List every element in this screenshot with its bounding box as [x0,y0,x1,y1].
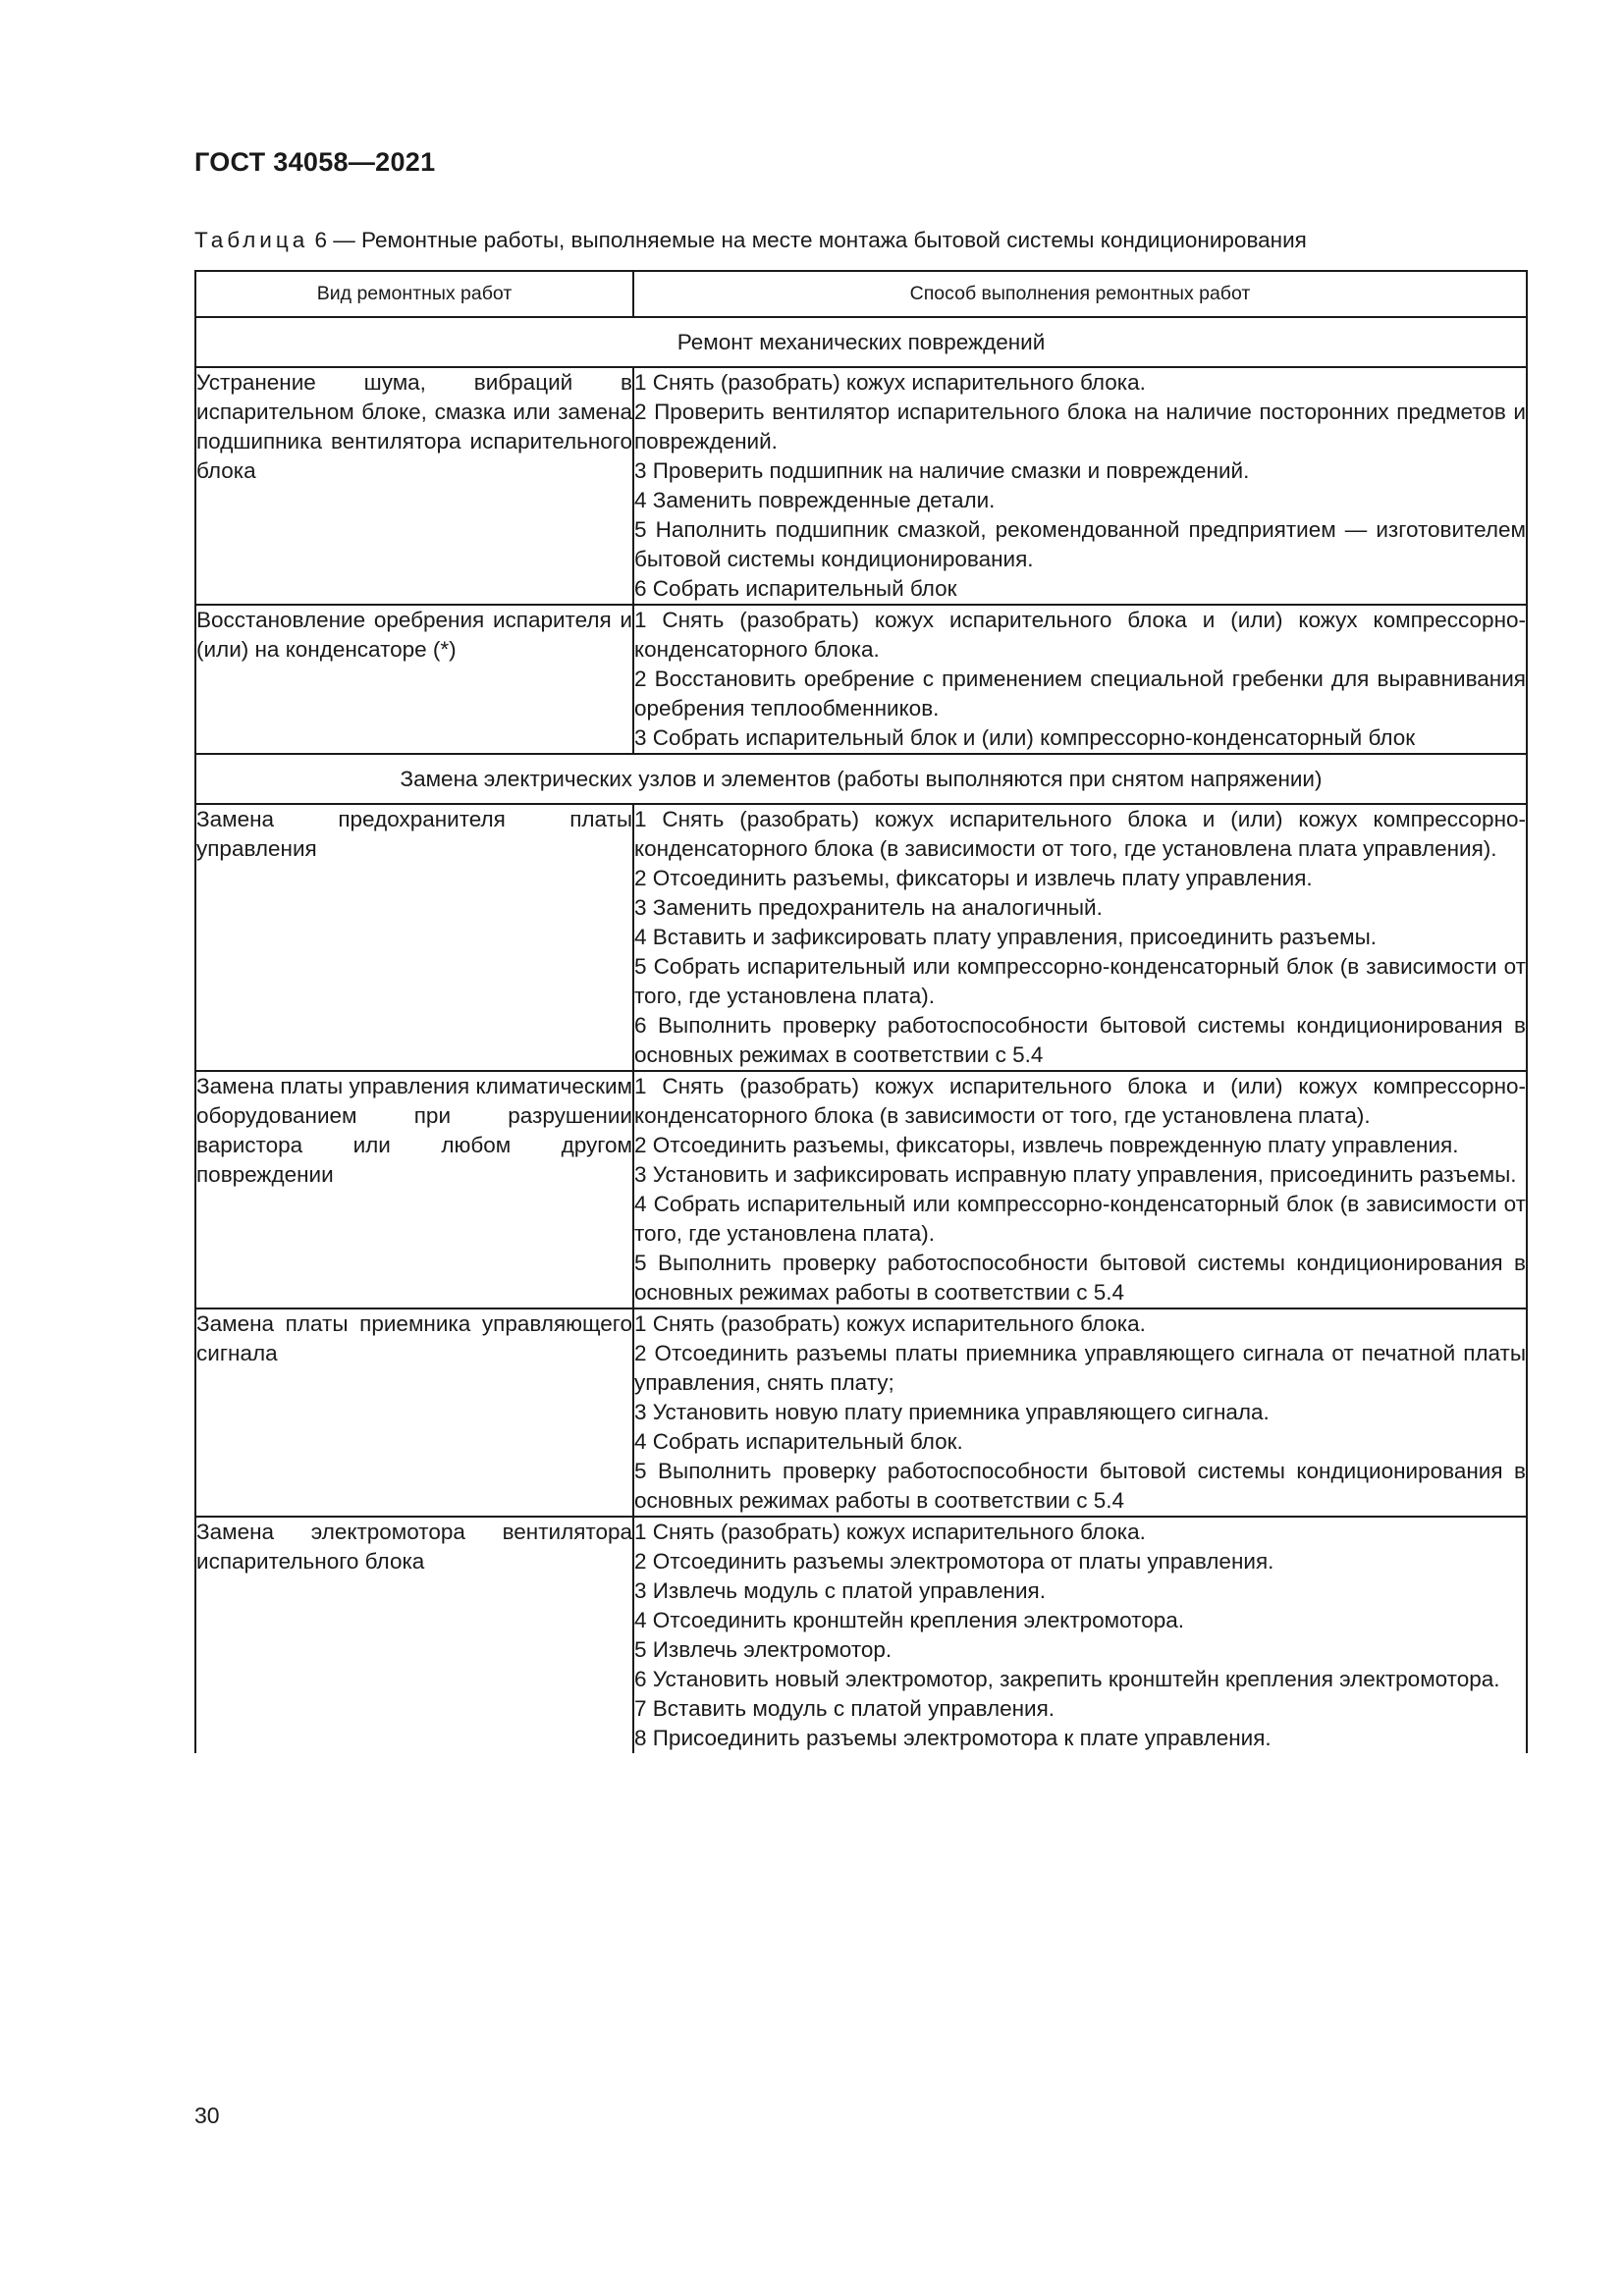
method-step: 2 Отсоединить разъемы, фиксаторы и извлечь плату управления. [634,866,1313,890]
method-cell [633,1517,1527,1753]
method-step: 5 Наполнить подшипник смазкой, рекомендованной предприятием — изготовителем бытовой системы кондиционирования. [634,517,1526,571]
table-row [195,1071,1527,1308]
method-cell [633,804,1527,1071]
table-body [195,271,1527,1753]
method-step: 1 Снять (разобрать) кожух испарительного блока. [634,1520,1146,1544]
method-step: 7 Вставить модуль с платой управления. [634,1696,1056,1721]
table-row [195,605,1527,754]
table-row [195,1308,1527,1517]
work-type-cell: Восстановление оребрения испарителя и (или) на конденсаторе (*) [195,605,633,754]
method-step: 2 Отсоединить разъемы, фиксаторы, извлечь поврежденную плату управления. [634,1133,1459,1157]
method-step: 8 Присоединить разъемы электромотора к плате управления. [634,1726,1272,1750]
table-caption [194,228,1307,253]
table-header-row [195,271,1527,317]
header-work-type: Вид ремонтных работ [195,271,633,317]
work-type-cell: Замена электромотора вентилятора испарительного блока [195,1517,633,1753]
method-cell [633,605,1527,754]
method-step: 1 Снять (разобрать) кожух испарительного блока и (или) кожух компрессорно-конденсаторного блока (в зависимости от того, где установлена плата). [634,1074,1526,1128]
method-step: 2 Проверить вентилятор испарительного блока на наличие посторонних предметов и повреждений. [634,400,1526,454]
method-step: 3 Собрать испарительный блок и (или) компрессорно-конденсаторный блок [634,725,1416,750]
page-number: 30 [194,2103,220,2128]
method-step: 5 Выполнить проверку работоспособности бытовой системы кондиционирования в основных режимах работы в соответствии с 5.4 [634,1251,1526,1305]
method-step: 3 Заменить предохранитель на аналогичный. [634,895,1103,920]
method-step: 4 Собрать испарительный или компрессорно-конденсаторный блок (в зависимости от того, где установлена плата). [634,1192,1526,1246]
table-caption-text: 6 — Ремонтные работы, выполняемые на месте монтажа бытовой системы кондиционирования [308,228,1307,252]
work-type-cell: Устранение шума, вибраций в испарительном блоке, смазка или замена подшипника вентилятора испарительного блока [195,367,633,605]
method-step: 3 Извлечь модуль с платой управления. [634,1578,1046,1603]
method-cell [633,1071,1527,1308]
method-step: 6 Установить новый электромотор, закрепить кронштейн крепления электромотора. [634,1667,1500,1691]
table-row [195,804,1527,1071]
header-method: Способ выполнения ремонтных работ [633,271,1527,317]
method-step: 3 Проверить подшипник на наличие смазки и повреждений. [634,458,1250,483]
work-type-cell: Замена платы приемника управляющего сигнала [195,1308,633,1517]
table-row [195,1517,1527,1753]
method-step: 6 Собрать испарительный блок [634,576,957,601]
table-row [195,367,1527,605]
work-type-cell: Замена платы управления климатическим оборудованием при разрушении варистора или любом другом повреждении [195,1071,633,1308]
method-step: 4 Заменить поврежденные детали. [634,488,996,512]
method-step: 5 Выполнить проверку работоспособности бытовой системы кондиционирования в основных режимах работы в соответствии с 5.4 [634,1459,1526,1513]
method-step: 1 Снять (разобрать) кожух испарительного блока. [634,370,1146,395]
method-step: 1 Снять (разобрать) кожух испарительного блока. [634,1311,1146,1336]
method-step: 2 Отсоединить разъемы платы приемника управляющего сигнала от печатной платы управления, снять плату; [634,1341,1526,1395]
method-step: 6 Выполнить проверку работоспособности бытовой системы кондиционирования в основных режимах в соответствии с 5.4 [634,1013,1526,1067]
section-title: Замена электрических узлов и элементов (работы выполняются при снятом напряжении) [195,754,1527,804]
method-step: 4 Собрать испарительный блок. [634,1429,963,1454]
section-title: Ремонт механических повреждений [195,317,1527,367]
method-step: 5 Извлечь электромотор. [634,1637,893,1662]
section-row [195,754,1527,804]
section-row [195,317,1527,367]
document-code: ГОСТ 34058—2021 [194,147,436,177]
method-step: 3 Установить и зафиксировать исправную плату управления, присоединить разъемы. [634,1162,1517,1187]
repair-works-table [194,270,1528,1753]
method-step: 3 Установить новую плату приемника управляющего сигнала. [634,1400,1270,1424]
method-step: 1 Снять (разобрать) кожух испарительного блока и (или) кожух компрессорно-конденсаторного блока. [634,608,1526,662]
method-step: 5 Собрать испарительный или компрессорно-конденсаторный блок (в зависимости от того, где установлена плата). [634,954,1526,1008]
method-step: 1 Снять (разобрать) кожух испарительного блока и (или) кожух компрессорно-конденсаторного блока (в зависимости от того, где установлена плата управления). [634,807,1526,861]
table-caption-label: Таблица [194,228,309,252]
method-step: 2 Отсоединить разъемы электромотора от платы управления. [634,1549,1274,1574]
method-step: 4 Отсоединить кронштейн крепления электромотора. [634,1608,1184,1632]
work-type-cell: Замена предохранителя платы управления [195,804,633,1071]
method-step: 4 Вставить и зафиксировать плату управления, присоединить разъемы. [634,925,1378,949]
method-step: 2 Восстановить оребрение с применением специальной гребенки для выравнивания оребрения теплообменников. [634,667,1526,721]
method-cell [633,1308,1527,1517]
method-cell [633,367,1527,605]
